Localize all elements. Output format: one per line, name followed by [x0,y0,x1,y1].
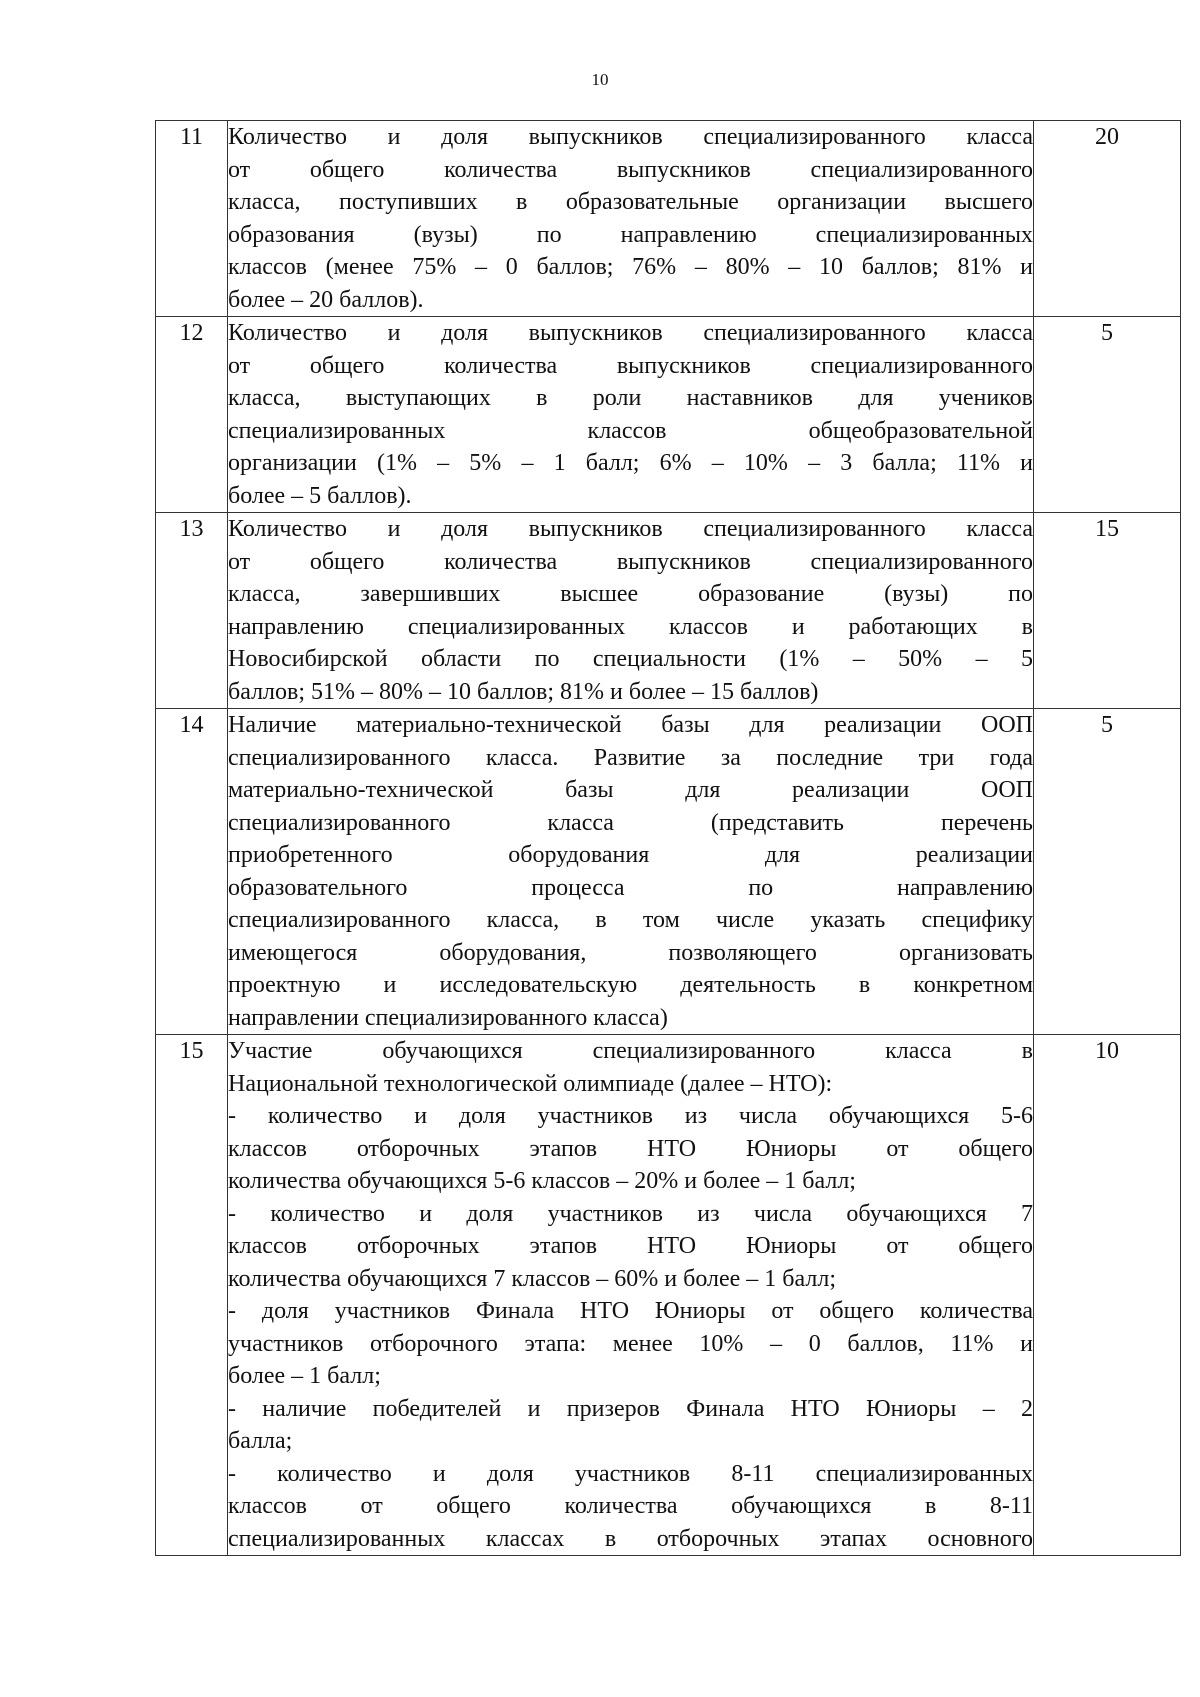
max-score: 5 [1034,317,1181,513]
description-line: специализированного класса, в том числе указать специфику [228,907,1033,933]
description-line: специализированного класса. Развитие за последние три года [228,744,1033,771]
description-line: образования (вузы) по направлению специализированных [228,221,1033,248]
description-line: классов отборочных этапов НТО Юниоры от общего [228,1233,1033,1259]
description-line: более – 20 баллов). [228,286,424,313]
description-line: организации (1% – 5% – 1 балл; 6% – 10% – 3 балла; 11% и [228,450,1033,476]
description-line: образовательного процесса по направлению [228,874,1033,901]
description-line: приобретенного оборудования для реализации [228,842,1033,868]
description-line: специализированных классах в отборочных этапах основного [228,1525,1033,1552]
page-number: 10 [591,70,609,89]
description-line: имеющегося оборудования, позволяющего организовать [228,939,1033,966]
criteria-row [156,317,1181,513]
description-line: классов от общего количества обучающихся в 8-11 [228,1493,1033,1519]
description-line: направлении специализированного класса) [228,1004,668,1031]
description-line: от общего количества выпускников специализированного [228,548,1033,575]
description-line: количества обучающихся 7 классов – 60% и более – 1 балл; [228,1265,836,1292]
description-line: - количество и доля участников из числа обучающихся 5-6 [228,1103,1033,1129]
description-line: баллов; 51% – 80% – 10 баллов; 81% и более – 15 баллов) [228,678,819,705]
criterion-description [228,317,1034,513]
description-line: классов (менее 75% – 0 баллов; 76% – 80% – 10 баллов; 81% и [228,254,1033,280]
description-line: от общего количества выпускников специализированного [228,156,1033,183]
description-line: специализированного класса (представить перечень [228,809,1033,836]
row-number: 14 [156,709,228,1035]
criteria-table [155,120,1181,1556]
max-score: 20 [1034,121,1181,317]
max-score: 15 [1034,513,1181,709]
row-number: 15 [156,1035,228,1556]
description-line: Количество и доля выпускников специализированного класса [228,124,1033,150]
description-line: Количество и доля выпускников специализированного класса [228,320,1033,346]
description-line: от общего количества выпускников специализированного [228,352,1033,379]
description-line: - количество и доля участников из числа обучающихся 7 [228,1200,1033,1227]
criterion-description [228,709,1034,1035]
description-line: Национальной технологической олимпиаде (далее – НТО): [228,1070,833,1097]
description-line: - наличие победителей и призеров Финала НТО Юниоры – 2 [228,1395,1033,1422]
description-line: участников отборочного этапа: менее 10% – 0 баллов, 11% и [228,1330,1033,1357]
criterion-description [228,513,1034,709]
description-line: Количество и доля выпускников специализированного класса [228,516,1033,542]
description-line: класса, выступающих в роли наставников для учеников [228,385,1033,411]
description-line: класса, завершивших высшее образование (вузы) по [228,581,1033,607]
max-score: 5 [1034,709,1181,1035]
criteria-row [156,121,1181,317]
max-score: 10 [1034,1035,1181,1556]
description-line: Участие обучающихся специализированного класса в [228,1038,1033,1064]
criteria-row [156,1035,1181,1556]
description-line: - количество и доля участников 8-11 специализированных [228,1460,1033,1487]
criteria-table-body [156,121,1181,1556]
description-line: балла; [228,1428,293,1454]
criterion-description [228,121,1034,317]
description-line: класса, поступивших в образовательные организации высшего [228,189,1033,215]
row-number: 12 [156,317,228,513]
description-line: количества обучающихся 5-6 классов – 20% и более – 1 балл; [228,1168,856,1194]
criteria-row [156,709,1181,1035]
description-line: Новосибирской области по специальности (1% – 50% – 5 [228,646,1033,672]
description-line: проектную и исследовательскую деятельность в конкретном [228,972,1033,998]
description-line: специализированных классов общеобразовательной [228,417,1033,444]
criteria-row [156,513,1181,709]
row-number: 13 [156,513,228,709]
description-line: классов отборочных этапов НТО Юниоры от общего [228,1135,1033,1162]
description-line: более – 5 баллов). [228,482,412,509]
criterion-description [228,1035,1034,1556]
description-line: более – 1 балл; [228,1363,381,1389]
description-line: материально-технической базы для реализации ООП [228,777,1033,803]
description-line: направлению специализированных классов и работающих в [228,613,1033,640]
description-line: Наличие материально-технической базы для реализации ООП [228,712,1033,738]
description-line: - доля участников Финала НТО Юниоры от общего количества [228,1298,1033,1324]
row-number: 11 [156,121,228,317]
